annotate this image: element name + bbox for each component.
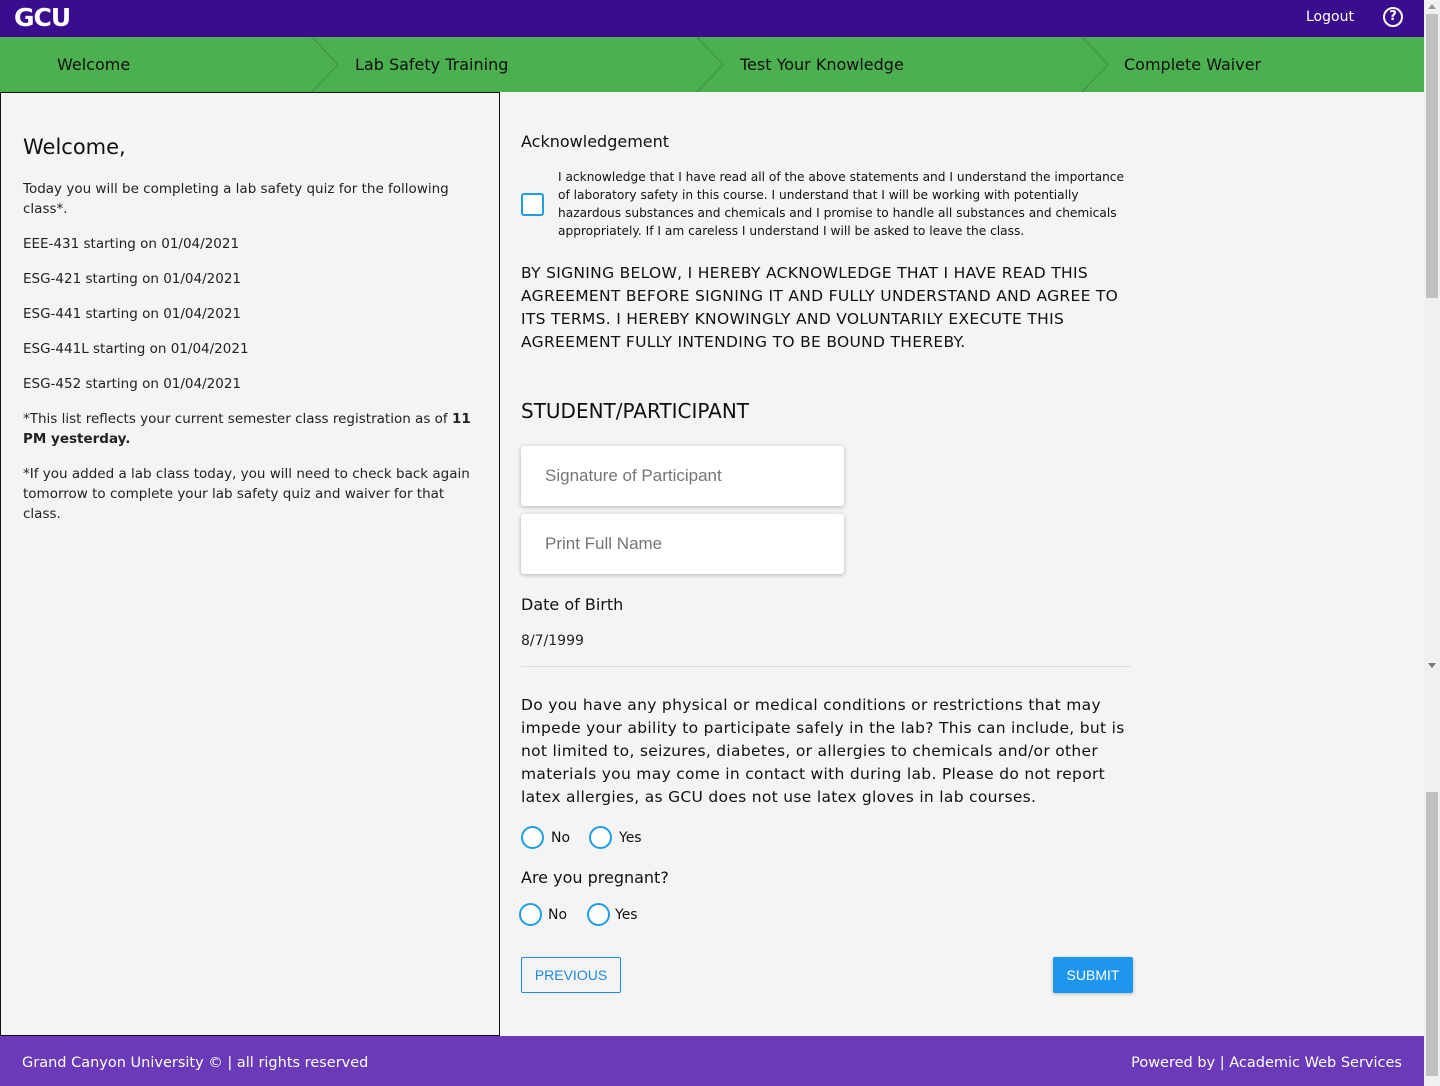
course-item: ESG-441L starting on 01/04/2021	[23, 341, 249, 357]
progress-steps	[0, 37, 1424, 92]
step-lab-safety-training[interactable]: Lab Safety Training	[355, 55, 509, 74]
gcu-logo[interactable]: GCU	[14, 3, 71, 32]
participant-heading: STUDENT/PARTICIPANT	[521, 399, 750, 423]
footer-powered-by: Powered by | Academic Web Services	[1131, 1055, 1402, 1071]
pregnant-no-radio[interactable]	[519, 903, 542, 926]
medical-yes-radio[interactable]	[589, 826, 612, 849]
chevron-right-icon	[310, 37, 340, 92]
welcome-intro: Today you will be completing a lab safety quiz for the following class*.	[23, 181, 449, 217]
course-item: ESG-452 starting on 01/04/2021	[23, 376, 242, 392]
course-item: ESG-421 starting on 01/04/2021	[23, 271, 242, 287]
registration-note-time: 11 PM yesterday.	[23, 411, 471, 447]
pregnant-yes-label[interactable]: Yes	[615, 907, 638, 923]
welcome-title: Welcome,	[23, 135, 126, 159]
added-class-note: *If you added a lab class today, you will need to check back again tomorrow to complete your lab safety quiz and waiver for that class.	[23, 466, 470, 522]
medical-yes-label[interactable]: Yes	[619, 830, 642, 846]
scroll-up-icon[interactable]	[1428, 4, 1436, 9]
acknowledgement-title: Acknowledgement	[521, 132, 670, 151]
welcome-panel	[0, 92, 500, 1036]
logout-link[interactable]: Logout	[1306, 9, 1354, 25]
help-icon[interactable]: ?	[1383, 7, 1403, 27]
step-welcome[interactable]: Welcome	[57, 55, 131, 74]
dob-value: 8/7/1999	[521, 633, 584, 649]
full-name-input[interactable]	[521, 514, 844, 574]
medical-question: Do you have any physical or medical conditions or restrictions that may impede your ability to participate safely in the lab? This can include, but is not limited to, seizures, diabetes, or allergies to chemicals and/or other materials you may come in contact with during lab. Please do not report latex allergies, as GCU does not use latex gloves in lab courses.	[521, 696, 1125, 806]
submit-button[interactable]: SUBMIT	[1053, 957, 1133, 993]
medical-no-label[interactable]: No	[551, 830, 571, 846]
registration-note-text: *This list reflects your current semester class registration as of	[23, 411, 452, 427]
course-item: ESG-441 starting on 01/04/2021	[23, 306, 242, 322]
chevron-right-icon	[1080, 37, 1110, 92]
medical-no-radio[interactable]	[521, 826, 544, 849]
page-scrollbar[interactable]	[1424, 0, 1440, 1086]
course-item: EEE-431 starting on 01/04/2021	[23, 236, 240, 252]
scroll-thumb[interactable]	[1426, 14, 1438, 298]
agreement-text: BY SIGNING BELOW, I HEREBY ACKNOWLEDGE THAT I HAVE READ THIS AGREEMENT BEFORE SIGNING IT AND FULLY UNDERSTAND AND AGREE TO ITS TERMS. I HEREBY KNOWINGLY AND VOLUNTARILY EXECUTE THIS AGREEMENT FULLY INTENDING TO BE BOUND THEREBY.	[521, 264, 1119, 351]
footer-copyright: Grand Canyon University © | all rights reserved	[22, 1055, 369, 1071]
acknowledgement-checkbox[interactable]	[521, 193, 544, 216]
scroll-down-icon[interactable]	[1428, 663, 1436, 668]
footer	[0, 1036, 1424, 1086]
pregnant-question: Are you pregnant?	[521, 868, 669, 887]
pregnant-no-label[interactable]: No	[548, 907, 568, 923]
divider	[521, 666, 1131, 667]
registration-note	[23, 409, 477, 449]
scroll-thumb[interactable]	[1426, 792, 1438, 1076]
step-test-your-knowledge[interactable]: Test Your Knowledge	[740, 55, 904, 74]
waiver-form	[500, 92, 1424, 1036]
step-complete-waiver[interactable]: Complete Waiver	[1124, 55, 1262, 74]
previous-button[interactable]: PREVIOUS	[521, 957, 621, 993]
signature-input[interactable]	[521, 446, 844, 506]
acknowledgement-text: I acknowledge that I have read all of the above statements and I understand the importance of laboratory safety in this course. I understand that I will be working with potentially hazardous substances and chemicals and I promise to handle all substances and chemicals appropriately. If I am careless I understand I will be asked to leave the class.	[558, 170, 1124, 238]
pregnant-yes-radio[interactable]	[587, 903, 610, 926]
dob-label: Date of Birth	[521, 595, 624, 614]
top-bar	[0, 0, 1424, 37]
chevron-right-icon	[695, 37, 725, 92]
